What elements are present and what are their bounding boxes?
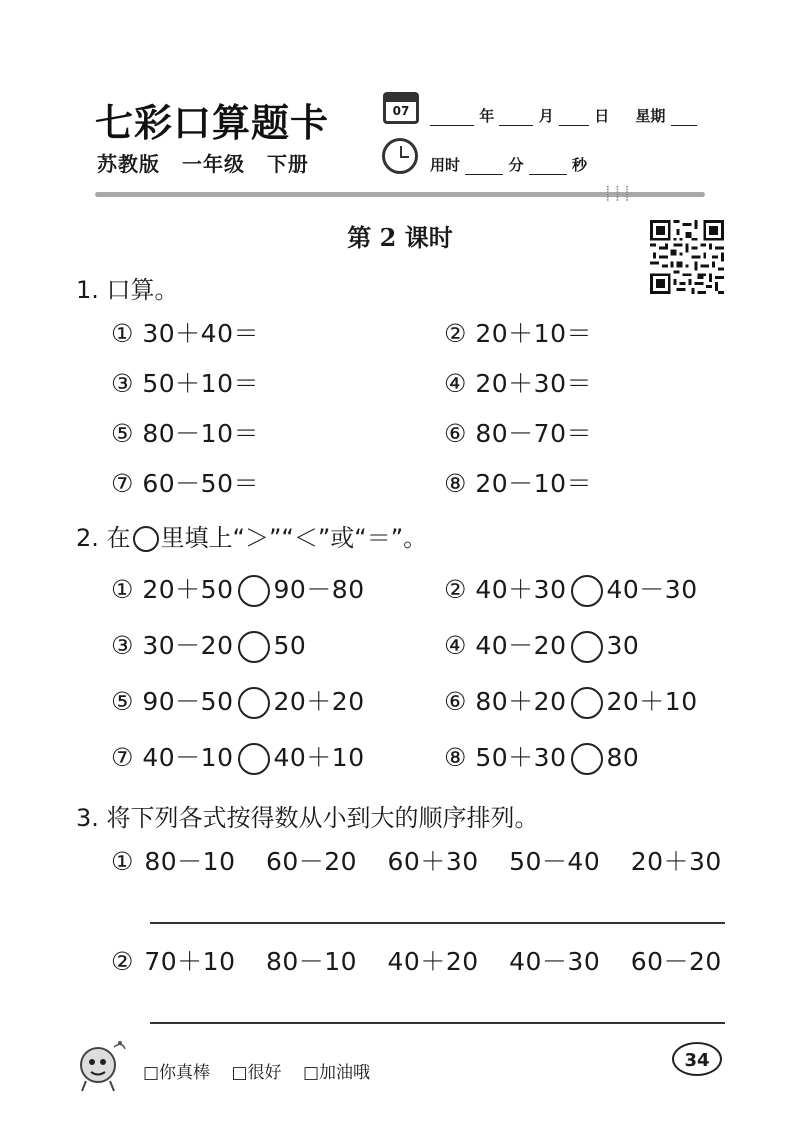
compare-answer-circle[interactable] [571,687,603,719]
book-info [97,148,323,177]
q2-item: ② 40＋30 40－30 [444,570,698,607]
day-label: 日 [594,107,610,125]
weekday-blank[interactable] [671,111,697,126]
q2-item: ③ 30－20 50 [111,626,306,663]
q3-expr: 50－40 [509,847,601,876]
year-label: 年 [479,107,495,125]
q3-title: 3. 将下列各式按得数从小到大的顺序排列。 [76,804,539,832]
rating-good[interactable]: □很好 [231,1063,282,1083]
date-fields [430,105,697,126]
q1-item[interactable]: ② 20＋10＝ [444,319,592,348]
clock-icon [382,138,418,174]
q3-expr: 60－20 [265,847,358,876]
q2-item: ⑦ 40－10 40＋10 [111,738,365,775]
binder-rings-icon: ⸽⸽⸽ [606,186,635,202]
minutes-label: 分 [508,156,524,174]
q1-item[interactable]: ⑥ 80－70＝ [444,419,592,448]
q3-expr: 20＋30 [630,847,722,876]
q3-answer-line[interactable] [150,1022,725,1024]
q2-item: ⑤ 90－50 20＋20 [111,682,365,719]
page-number: 34 [672,1042,722,1076]
volume: 下册 [266,152,309,176]
q3-expr: 60＋30 [387,847,479,876]
seconds-label: 秒 [571,156,587,174]
rating-keep-going[interactable]: □加油哦 [302,1063,370,1083]
time-label: 用时 [430,156,461,174]
compare-answer-circle[interactable] [238,631,270,663]
q1-item[interactable]: ④ 20＋30＝ [444,369,592,398]
qr-code-icon[interactable] [650,220,724,294]
q1-item[interactable]: ⑤ 80－10＝ [111,419,259,448]
q1-item[interactable]: ⑧ 20－10＝ [444,469,592,498]
grade: 一年级 [181,152,245,176]
self-rating [143,1058,386,1083]
compare-answer-circle[interactable] [238,743,270,775]
q3-row: ② 70＋10 80－10 40＋20 40－30 60－20 [111,947,722,976]
q2-item: ⑥ 80＋20 20＋10 [444,682,698,719]
q2-title: 2. 在 里填上“＞”“＜”或“＝”。 [76,524,428,552]
mascot-icon [70,1035,130,1095]
q3-answer-line[interactable] [150,922,725,924]
q2-item: ① 20＋50 90－80 [111,570,365,607]
q3-expr: 70＋10 [144,947,236,976]
minutes-blank[interactable] [465,160,503,175]
year-blank[interactable] [430,111,474,126]
seconds-blank[interactable] [529,160,567,175]
compare-answer-circle[interactable] [238,575,270,607]
compare-answer-circle[interactable] [571,631,603,663]
q3-row: ① 80－10 60－20 60＋30 50－40 20＋30 [111,847,722,876]
rating-great[interactable]: □你真棒 [143,1063,211,1083]
q2-item: ④ 40－20 30 [444,626,639,663]
q1-item[interactable]: ① 30＋40＝ [111,319,259,348]
compare-answer-circle[interactable] [238,687,270,719]
month-label: 月 [538,107,554,125]
q3-expr: 40－30 [509,947,601,976]
q1-item[interactable]: ⑦ 60－50＝ [111,469,259,498]
q3-expr: 80－10 [144,847,236,876]
time-fields [430,154,587,175]
q1-title: 1. 口算。 [76,276,179,304]
compare-circle-icon [133,526,159,552]
calendar-day: 07 [392,104,410,118]
edition: 苏教版 [97,152,160,176]
compare-answer-circle[interactable] [571,575,603,607]
q3-expr: 60－20 [630,947,722,976]
q2-item: ⑧ 50＋30 80 [444,738,639,775]
calendar-icon [383,92,419,124]
lesson-title: 第 2 课时 [347,223,453,252]
compare-answer-circle[interactable] [571,743,603,775]
brand-logo: 七彩口算题卡 [95,100,330,145]
q3-expr: 80－10 [265,947,358,976]
q3-expr: 40＋20 [387,947,479,976]
q1-item[interactable]: ③ 50＋10＝ [111,369,259,398]
month-blank[interactable] [499,111,533,126]
day-blank[interactable] [559,111,589,126]
weekday-label: 星期 [635,107,666,125]
